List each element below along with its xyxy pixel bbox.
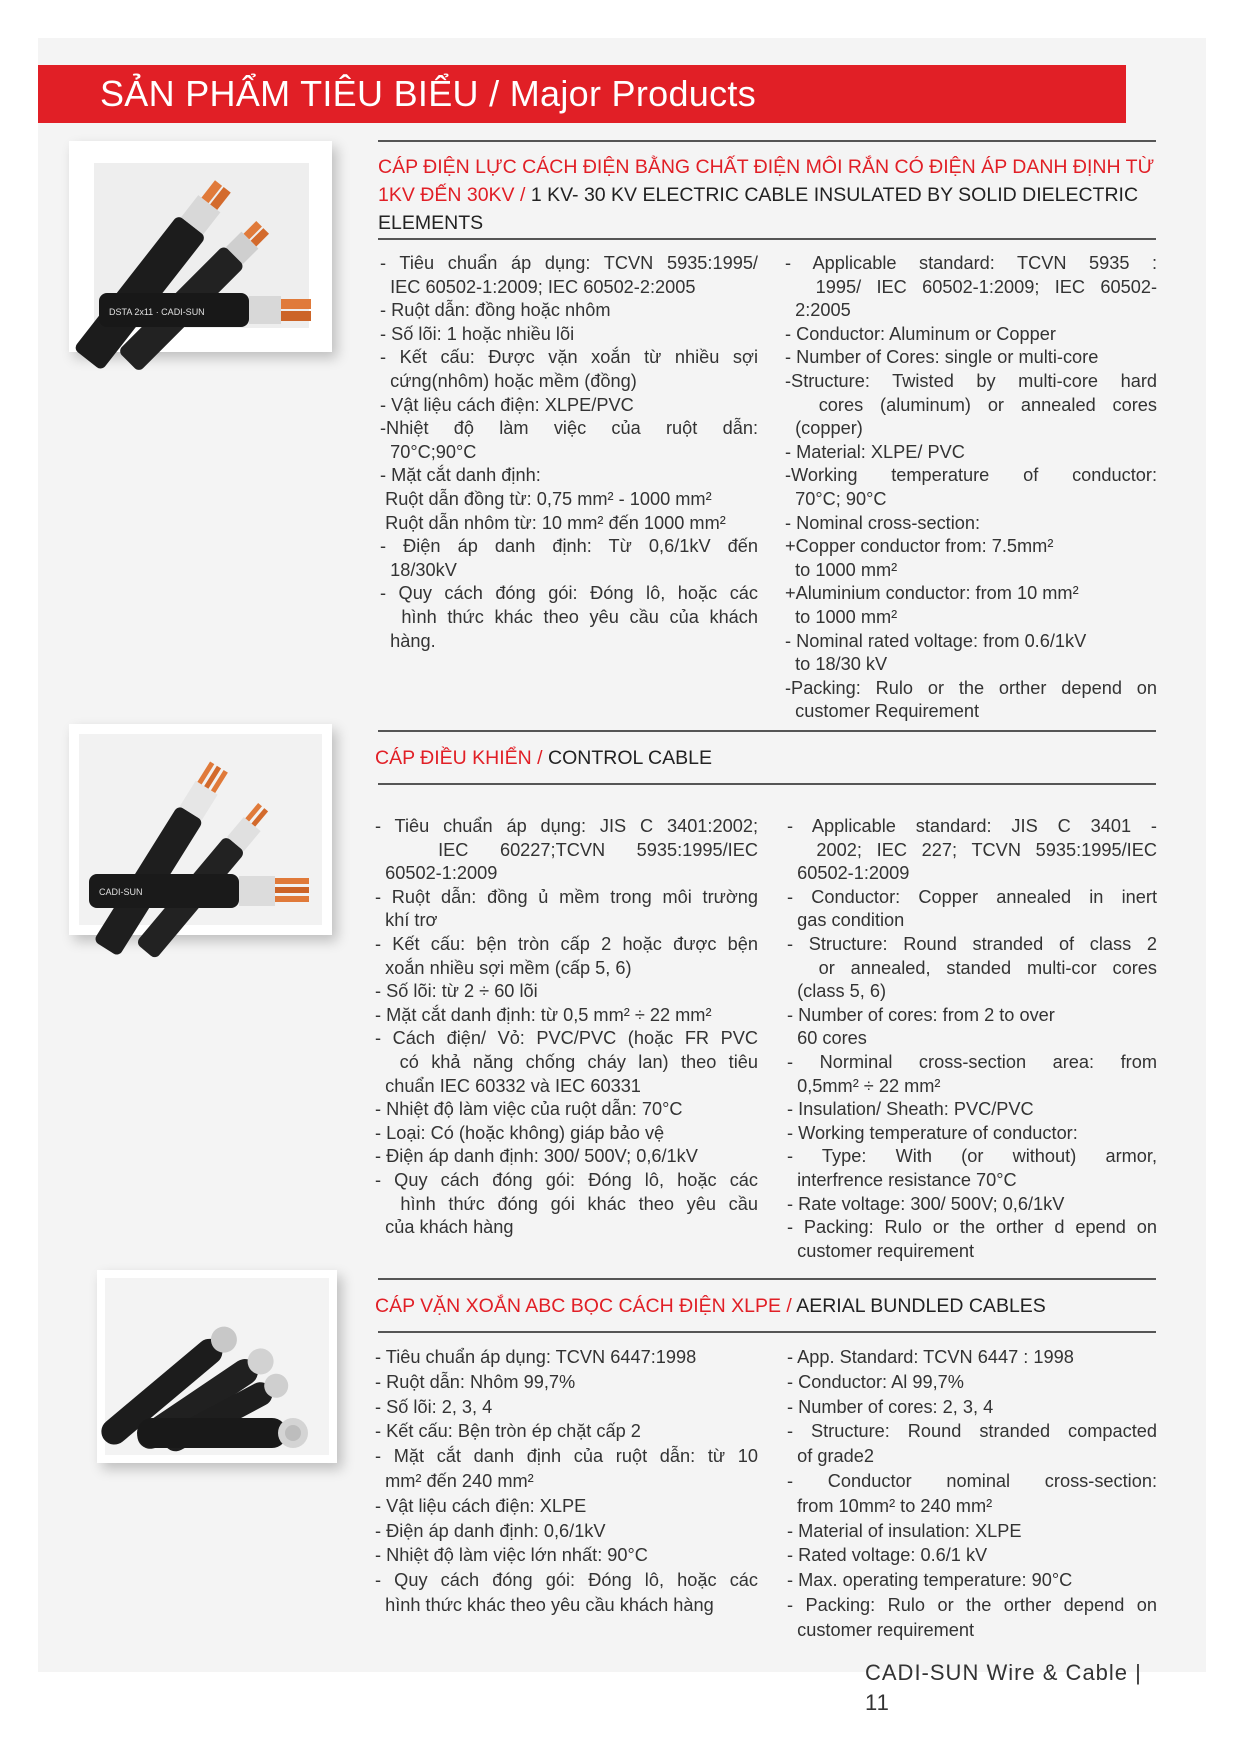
spec-line: 70°C;90°C [380, 441, 477, 462]
spec-line: có khả năng chống cháy lan) theo tiêu [375, 1051, 759, 1072]
section-3-mid-rule [378, 1331, 1156, 1333]
page-footer: CADI-SUN Wire & Cable | 11 [865, 1660, 1142, 1715]
spec-line: IEC 60502-1:2009; IEC 60502-2:2005 [380, 276, 696, 297]
spec-line: hình thức đóng gói khác theo yêu cầu [375, 1193, 758, 1214]
spec-line: - Nhiệt độ làm việc lớn nhất: 90°C [375, 1545, 648, 1566]
spec-line: - Quy cách đóng gói: Đóng lô, hoặc các [375, 1570, 758, 1591]
spec-line: chuẩn IEC 60332 và IEC 60331 [375, 1075, 641, 1096]
cable-print-label: CADI-SUN [99, 887, 143, 897]
spec-line: - Structure: Round stranded of class 2 [787, 933, 1157, 954]
spec-line: customer requirement [787, 1240, 975, 1261]
spec-line: 2002; IEC 227; TCVN 5935:1995/IEC [787, 839, 1158, 860]
spec-line: or annealed, standed multi-cor cores [787, 957, 1157, 978]
section-3-heading-en: AERIAL BUNDLED CABLES [796, 1295, 1046, 1317]
spec-line: - Số lõi: 1 hoặc nhiều lõi [380, 323, 575, 344]
spec-line: 60 cores [787, 1028, 867, 1049]
spec-line: - Conductor: Copper annealed in inert [787, 886, 1157, 907]
spec-line: - Material of insulation: XLPE [787, 1520, 1022, 1541]
section-3-heading [375, 1292, 1155, 1320]
section-2-vi-specs [375, 815, 758, 1240]
spec-line: 60502-1:2009 [375, 863, 498, 884]
control-cable-photo [69, 724, 332, 935]
spec-line: 18/30kV [380, 559, 457, 580]
spec-line: mm² đến 240 mm² [375, 1470, 534, 1491]
spec-line: - Điện áp danh định: Từ 0,6/1kV đến [380, 536, 758, 557]
section-2-top-rule [378, 730, 1156, 732]
spec-line: - Max. operating temperature: 90°C [787, 1570, 1073, 1591]
spec-line: - Insulation/ Sheath: PVC/PVC [787, 1099, 1034, 1120]
spec-line: khí trơ [375, 910, 438, 931]
aerial-bundled-cable-photo [97, 1270, 337, 1463]
spec-line: - Tiêu chuẩn áp dụng: TCVN 6447:1998 [375, 1347, 697, 1367]
spec-line: hình thức khác theo yêu cầu khách hàng [375, 1594, 714, 1615]
section-2-heading-en: CONTROL CABLE [548, 747, 712, 769]
spec-line: - Số lõi: từ 2 ÷ 60 lõi [375, 981, 538, 1002]
section-2-en-specs [787, 815, 1157, 1263]
spec-line: (copper) [785, 418, 863, 439]
spec-line: to 1000 mm² [785, 559, 898, 580]
spec-line: - Tiêu chuẩn áp dụng: JIS C 3401:2002; [375, 816, 758, 836]
spec-line: -Structure: Twisted by multi-core hard [785, 370, 1157, 391]
spec-line: xoắn nhiều sợi mềm (cấp 5, 6) [375, 957, 632, 978]
spec-line: - Điện áp danh định: 0,6/1kV [375, 1520, 606, 1541]
spec-line: - Kết cấu: Bện tròn ép chặt cấp 2 [375, 1421, 641, 1442]
spec-line: - Type: With (or without) armor, [787, 1146, 1157, 1167]
spec-line: - Quy cách đóng gói: Đóng lô, hoặc các [375, 1169, 758, 1190]
section-2-heading [375, 744, 1155, 772]
spec-line: gas condition [787, 910, 905, 931]
spec-line: - Tiêu chuẩn áp dụng: TCVN 5935:1995/ [380, 253, 758, 273]
spec-line: - Vật liệu cách điện: XLPE [375, 1495, 587, 1516]
spec-line: - Rate voltage: 300/ 500V; 0,6/1kV [787, 1193, 1065, 1214]
spec-line: - Mặt cắt danh định: [380, 465, 541, 486]
spec-line: - App. Standard: TCVN 6447 : 1998 [787, 1347, 1074, 1367]
spec-line: to 18/30 kV [785, 654, 888, 675]
spec-line: - Rated voltage: 0.6/1 kV [787, 1545, 988, 1566]
spec-line: - Kết cấu: bện tròn cấp 2 hoặc được bện [375, 933, 758, 954]
section-1-heading-en: 1 KV- 30 KV ELECTRIC CABLE INSULATED BY SOLID DIELECTRIC ELEMENTS [378, 184, 1139, 234]
spec-line: - Conductor: Al 99,7% [787, 1371, 964, 1392]
spec-line: 2:2005 [785, 300, 851, 321]
spec-line: - Kết cấu: Được vặn xoắn từ nhiều sợi [380, 347, 758, 368]
spec-line: interfrence resistance 70°C [787, 1169, 1017, 1190]
spec-line: - Ruột dẫn: đồng hoặc nhôm [380, 300, 611, 321]
spec-line: - Ruột dẫn: Nhôm 99,7% [375, 1371, 576, 1392]
spec-line: cứng(nhôm) hoặc mềm (đồng) [380, 370, 637, 391]
spec-line: - Nhiệt độ làm việc của ruột dẫn: 70°C [375, 1099, 683, 1120]
spec-line: hình thức khác theo yêu cầu của khách [380, 606, 759, 627]
spec-line: - Working temperature of conductor: [787, 1122, 1078, 1143]
power-cable-photo [69, 141, 332, 352]
spec-line: - Conductor nominal cross-section: [787, 1470, 1157, 1491]
spec-line: customer Requirement [785, 701, 980, 722]
section-1-en-specs [785, 252, 1157, 724]
spec-line: 1995/ IEC 60502-1:2009; IEC 60502- [785, 276, 1157, 297]
section-3-heading-vi: CÁP VẶN XOẮN ABC BỌC CÁCH ĐIỆN XLPE / [375, 1295, 797, 1317]
page-banner: SẢN PHẨM TIÊU BIỂU / Major Products [38, 65, 1126, 123]
section-3-en-specs [787, 1345, 1157, 1643]
spec-line: - Cách điện/ Vỏ: PVC/PVC (hoặc FR PVC [375, 1028, 758, 1049]
spec-line: - Điện áp danh định: 300/ 500V; 0,6/1kV [375, 1146, 698, 1167]
section-2-mid-rule [378, 783, 1156, 785]
spec-line: 0,5mm² ÷ 22 mm² [787, 1075, 941, 1096]
spec-line: IEC 60227;TCVN 5935:1995/IEC [375, 839, 758, 860]
spec-line: (class 5, 6) [787, 981, 887, 1002]
cable-print-label: DSTA 2x11 · CADI-SUN [109, 307, 205, 317]
spec-line: customer requirement [787, 1619, 975, 1640]
section-1-heading [378, 153, 1156, 237]
spec-line: hàng. [380, 630, 436, 651]
spec-line: Ruột dẫn đồng từ: 0,75 mm² - 1000 mm² [380, 488, 712, 509]
spec-line: - Number of cores: 2, 3, 4 [787, 1396, 994, 1417]
section-1-vi-specs [380, 252, 758, 653]
spec-line: +Copper conductor from: 7.5mm² [785, 536, 1054, 557]
spec-line: - Mặt cắt danh định của ruột dẫn: từ 10 [375, 1446, 758, 1467]
section-1-heading-vi: CÁP ĐIỆN LỰC CÁCH ĐIỆN BẰNG CHẤT ĐIỆN MÔI RẮN CÓ ĐIỆN ÁP DANH ĐỊNH TỪ 1KV ĐẾN 30KV / [378, 156, 1155, 206]
spec-line: - Material: XLPE/ PVC [785, 441, 965, 462]
spec-line: - Number of Cores: single or multi-core [785, 347, 1099, 368]
spec-line: - Số lõi: 2, 3, 4 [375, 1396, 493, 1417]
section-3-top-rule [378, 1278, 1156, 1280]
spec-line: - Loại: Có (hoặc không) giáp bảo vệ [375, 1122, 665, 1143]
spec-line: of grade2 [787, 1446, 874, 1467]
spec-line: của khách hàng [375, 1217, 514, 1238]
spec-line: Ruột dẫn nhôm từ: 10 mm² đến 1000 mm² [380, 512, 726, 533]
spec-line: - Packing: Rulo or the orther depend on [787, 1594, 1157, 1615]
section-1-mid-rule [378, 238, 1156, 240]
spec-line: from 10mm² to 240 mm² [787, 1495, 993, 1516]
spec-line: +Aluminium conductor: from 10 mm² [785, 583, 1079, 604]
section-2-heading-vi: CÁP ĐIỀU KHIỂN / [375, 747, 549, 769]
spec-line: - Vật liệu cách điện: XLPE/PVC [380, 394, 634, 415]
spec-line: to 1000 mm² [785, 606, 898, 627]
spec-line: - Applicable standard: TCVN 5935 : [785, 253, 1157, 273]
spec-line: - Nominal cross-section: [785, 512, 981, 533]
spec-line: 60502-1:2009 [787, 863, 910, 884]
spec-line: cores (aluminum) or annealed cores [785, 394, 1158, 415]
spec-line: - Packing: Rulo or the orther d epend on [787, 1217, 1157, 1238]
spec-line: 70°C; 90°C [785, 488, 887, 509]
spec-line: - Applicable standard: JIS C 3401 - [787, 816, 1157, 836]
spec-line: - Conductor: Aluminum or Copper [785, 323, 1056, 344]
section-1-top-rule [378, 140, 1156, 142]
spec-line: - Ruột dẫn: đồng ủ mềm trong môi trường [375, 886, 758, 907]
spec-line: - Quy cách đóng gói: Đóng lô, hoặc các [380, 583, 758, 604]
spec-line: - Norminal cross-section area: from [787, 1051, 1157, 1072]
spec-line: - Mặt cắt danh định: từ 0,5 mm² ÷ 22 mm² [375, 1004, 712, 1025]
section-3-vi-specs [375, 1345, 758, 1618]
spec-line: -Nhiệt độ làm việc của ruột dẫn: [380, 418, 758, 439]
spec-line: - Structure: Round stranded compacted [787, 1421, 1157, 1442]
spec-line: - Nominal rated voltage: from 0.6/1kV [785, 630, 1087, 651]
spec-line: -Packing: Rulo or the orther depend on [785, 677, 1157, 698]
spec-line: -Working temperature of conductor: [785, 465, 1157, 486]
spec-line: - Number of cores: from 2 to over [787, 1004, 1055, 1025]
